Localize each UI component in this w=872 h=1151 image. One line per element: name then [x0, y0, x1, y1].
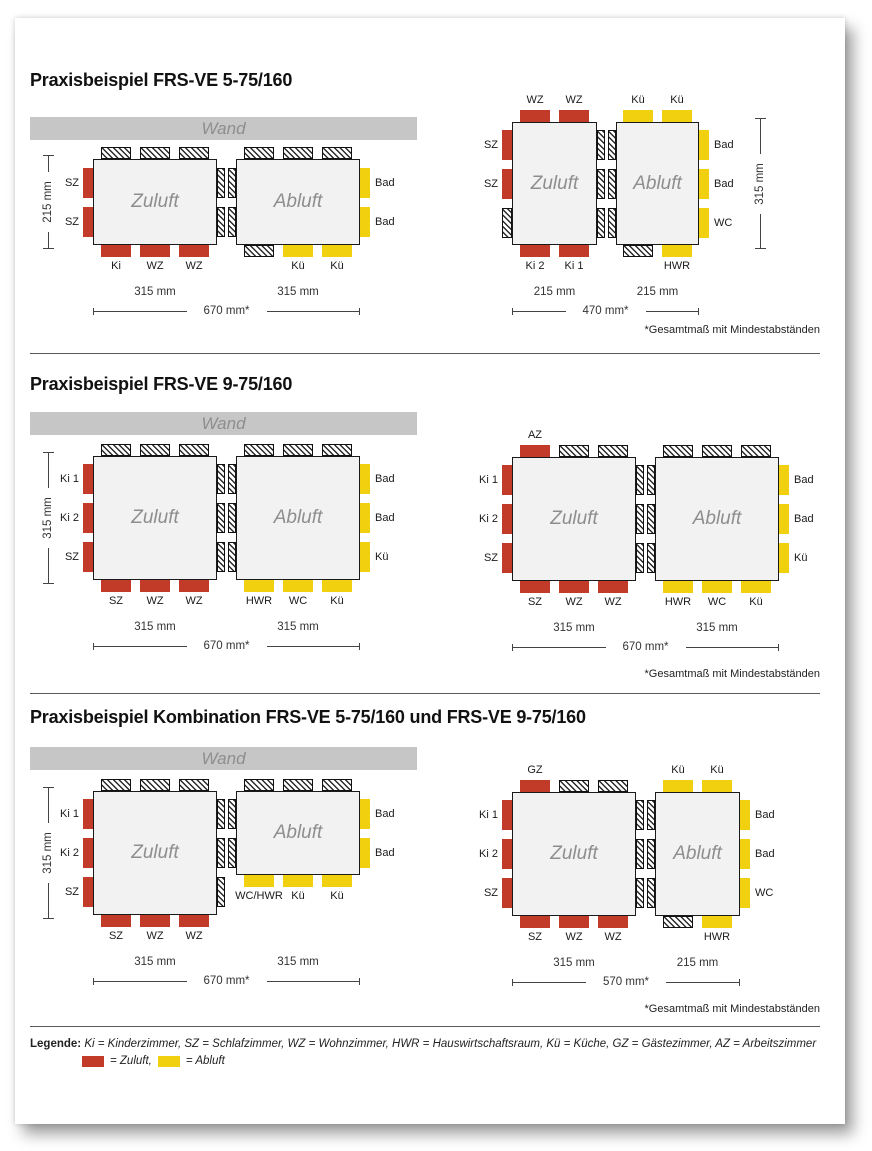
dim-tick	[43, 918, 54, 919]
stub-label: Ki 2	[60, 512, 79, 524]
hatch-stub	[636, 800, 644, 830]
supply-stub	[101, 915, 131, 927]
hatch-stub	[647, 800, 655, 830]
stub-label: SZ	[483, 887, 498, 899]
under-dim-label: 315 mm	[134, 956, 176, 968]
dim-tick	[512, 979, 513, 986]
section-footnote: *Gesamtmaß mit Mindestabständen	[644, 1003, 820, 1015]
section-title: Praxisbeispiel FRS-VE 9-75/160	[30, 374, 293, 394]
dim-label-total: 670 mm*	[606, 639, 686, 655]
hatch-stub	[283, 779, 313, 791]
stub-label: Ki 2	[479, 848, 498, 860]
exhaust-stub	[360, 799, 370, 829]
under-dim-label: 315 mm	[134, 286, 176, 298]
stub-label: HWR	[245, 595, 273, 607]
stub-label: SZ	[64, 551, 79, 563]
stub-label: SZ	[108, 930, 124, 942]
stub-label: WZ	[565, 596, 583, 608]
stub-label: WC	[707, 596, 727, 608]
hatch-stub	[559, 780, 589, 792]
supply-stub	[502, 800, 512, 830]
hatch-stub	[598, 780, 628, 792]
supply-stub	[502, 878, 512, 908]
stub-label: WZ	[526, 94, 544, 106]
stub-label: SZ	[64, 215, 79, 228]
stub-label: SZ	[483, 177, 498, 190]
stub-label: GZ	[527, 764, 543, 776]
zuluft-color-swatch	[82, 1056, 104, 1067]
zuluft-box-label: Zuluft	[131, 191, 179, 212]
exhaust-stub	[740, 878, 750, 908]
stub-label: Ki 1	[60, 473, 79, 485]
stub-label: Kü	[794, 552, 808, 564]
stub-label: SZ	[483, 138, 498, 151]
stub-label: WZ	[604, 596, 622, 608]
stub-label: WZ	[565, 94, 583, 106]
stub-label: Kü	[670, 94, 684, 106]
zuluft-box-label: Zuluft	[550, 843, 598, 864]
under-dim-label: 315 mm	[696, 622, 738, 634]
stub-label: Bad	[375, 215, 395, 228]
stub-label: Bad	[714, 138, 734, 151]
stub-label: Kü	[631, 94, 645, 106]
stub-label: Bad	[714, 177, 734, 190]
stub-label: SZ	[108, 595, 124, 607]
stub-label: SZ	[64, 176, 79, 189]
hatch-stub	[217, 877, 225, 907]
stub-label: Ki 1	[564, 260, 584, 272]
stub-label: Ki 2	[479, 513, 498, 525]
zuluft-swatch-label: = Zuluft,	[110, 1055, 152, 1067]
abluft-color-swatch	[158, 1056, 180, 1067]
abluft-box-label: Abluft	[692, 508, 742, 529]
exhaust-stub	[360, 838, 370, 868]
stub-label: Bad	[794, 513, 814, 525]
stub-label: WZ	[604, 931, 622, 943]
hatch-stub	[217, 799, 225, 829]
hatch-stub	[636, 878, 644, 908]
section-3	[15, 18, 845, 1124]
hatch-stub	[244, 779, 274, 791]
exhaust-stub	[740, 839, 750, 869]
dim-label-total: 670 mm*	[187, 638, 267, 654]
under-dim-label: 215 mm	[533, 286, 576, 298]
stub-label: Kü	[291, 890, 305, 902]
hatch-stub	[636, 839, 644, 869]
stub-label: Bad	[375, 473, 395, 485]
dim-label-vertical: 215 mm	[40, 172, 56, 232]
supply-stub	[179, 915, 209, 927]
stub-label: HWR	[663, 260, 691, 272]
abluft-box-label: Abluft	[273, 191, 323, 212]
legend-title: Legende:	[30, 1038, 82, 1050]
under-dim-label: 315 mm	[277, 956, 319, 968]
zuluft-box-label: Zuluft	[530, 172, 579, 194]
zuluft-box	[512, 792, 636, 916]
abluft-box-label: Abluft	[273, 507, 323, 528]
section-footnote: *Gesamtmaß mit Mindestabständen	[644, 668, 820, 680]
section-title: Praxisbeispiel Kombination FRS-VE 5-75/160 und FRS-VE 9-75/160	[30, 707, 586, 727]
stub-label: Kü	[330, 595, 344, 607]
stub-label: AZ	[527, 429, 543, 441]
legend-abbreviation-text: Ki = Kinderzimmer, SZ = Schlafzimmer, WZ = Wohnzimmer, HWR = Hauswirtschaftsraum, Kü = Küche, GZ = Gästezimmer, AZ = Arbeitszimmer	[84, 1038, 817, 1050]
stub-label: WZ	[146, 260, 164, 272]
stub-label: Ki	[111, 260, 121, 272]
dim-label-vertical: 315 mm	[752, 154, 768, 214]
zuluft-box-label: Zuluft	[550, 508, 598, 529]
stub-label: WZ	[185, 260, 203, 272]
abluft-box	[655, 792, 740, 916]
wand-label: Wand	[201, 748, 246, 768]
hatch-stub	[663, 916, 693, 928]
page-card	[15, 18, 845, 1124]
dim-tick	[359, 978, 360, 985]
stub-label: Bad	[794, 474, 814, 486]
supply-stub	[502, 839, 512, 869]
under-dim-label: 315 mm	[553, 622, 595, 634]
stub-label: SZ	[483, 552, 498, 564]
under-dim-label: 315 mm	[277, 621, 319, 633]
section-separator	[30, 1026, 820, 1027]
stub-label: Ki 1	[479, 809, 498, 821]
dim-tick	[93, 978, 94, 985]
supply-stub	[83, 838, 93, 868]
hatch-stub	[647, 878, 655, 908]
exhaust-stub	[663, 780, 693, 792]
hatch-stub	[228, 799, 236, 829]
stub-label: SZ	[527, 596, 543, 608]
dim-label-vertical: 315 mm	[40, 823, 56, 883]
supply-stub	[520, 916, 550, 928]
stub-label: Kü	[671, 764, 685, 776]
dim-label-total: 470 mm*	[566, 303, 646, 319]
stub-label: Ki 1	[60, 808, 79, 820]
legend	[30, 1038, 816, 1067]
stub-label: HWR	[703, 931, 731, 943]
exhaust-stub	[740, 800, 750, 830]
stub-label: HWR	[664, 596, 692, 608]
stub-label: WZ	[185, 595, 203, 607]
dim-label-vertical: 315 mm	[40, 488, 56, 548]
stub-label: Ki 2	[60, 847, 79, 859]
stub-label: Bad	[755, 848, 775, 860]
stub-label: WZ	[146, 930, 164, 942]
exhaust-stub	[702, 780, 732, 792]
stub-label: Ki 1	[479, 474, 498, 486]
abluft-box-label: Abluft	[273, 822, 323, 843]
wand-label: Wand	[201, 413, 246, 433]
under-dim-label: 215 mm	[636, 286, 679, 298]
hatch-stub	[217, 838, 225, 868]
dim-tick	[43, 787, 54, 788]
under-dim-label: 215 mm	[676, 957, 719, 969]
abluft-box	[236, 791, 360, 875]
supply-stub	[140, 915, 170, 927]
exhaust-stub	[244, 875, 274, 887]
supply-stub	[559, 916, 589, 928]
supply-stub	[520, 780, 550, 792]
stub-label: WC	[288, 595, 308, 607]
zuluft-box	[93, 791, 217, 915]
exhaust-stub	[283, 875, 313, 887]
under-dim-label: 315 mm	[277, 286, 319, 298]
stub-label: Kü	[749, 596, 763, 608]
wand-bar	[30, 747, 417, 770]
dim-label-total: 570 mm*	[586, 974, 666, 990]
stub-label: WZ	[565, 931, 583, 943]
dim-label-total: 670 mm*	[187, 973, 267, 989]
section-title: Praxisbeispiel FRS-VE 5-75/160	[30, 70, 293, 90]
supply-stub	[598, 916, 628, 928]
stub-label: WC/HWR	[235, 890, 283, 902]
section-footnote: *Gesamtmaß mit Mindestabständen	[644, 324, 820, 336]
stub-label: WC	[714, 216, 733, 229]
hatch-stub	[647, 839, 655, 869]
stub-label: Kü	[330, 890, 344, 902]
stub-label: SZ	[527, 931, 543, 943]
stub-label: Ki 2	[525, 260, 545, 272]
exhaust-stub	[702, 916, 732, 928]
zuluft-box-label: Zuluft	[131, 842, 179, 863]
stub-label: Bad	[375, 176, 395, 189]
supply-stub	[83, 799, 93, 829]
supply-stub	[83, 877, 93, 907]
wand-label: Wand	[201, 118, 246, 138]
stub-label: Kü	[291, 260, 305, 272]
stub-label: Kü	[330, 260, 344, 272]
stub-label: Kü	[375, 551, 389, 563]
stub-label: SZ	[64, 886, 79, 898]
stub-label: Kü	[710, 764, 724, 776]
stub-label: Bad	[375, 807, 395, 820]
abluft-box-label: Abluft	[633, 172, 682, 194]
under-dim-label: 315 mm	[134, 621, 176, 633]
hatch-stub	[101, 779, 131, 791]
under-dim-label: 315 mm	[553, 957, 595, 969]
zuluft-box-label: Zuluft	[131, 507, 179, 528]
hatch-stub	[140, 779, 170, 791]
dim-label-total: 670 mm*	[187, 303, 267, 319]
dim-tick	[739, 979, 740, 986]
exhaust-stub	[322, 875, 352, 887]
stub-label: Bad	[755, 809, 775, 821]
abluft-swatch-label: = Abluft	[185, 1055, 225, 1067]
stub-label: WZ	[185, 930, 203, 942]
abluft-box-label: Abluft	[673, 843, 722, 864]
legend-color-key	[82, 1055, 816, 1067]
stub-label: WZ	[146, 595, 164, 607]
stub-label: Bad	[375, 512, 395, 524]
stub-label: WC	[755, 887, 774, 899]
hatch-stub	[228, 838, 236, 868]
stub-label: Bad	[375, 846, 395, 859]
legend-abbreviation-line	[30, 1038, 816, 1050]
hatch-stub	[322, 779, 352, 791]
hatch-stub	[179, 779, 209, 791]
